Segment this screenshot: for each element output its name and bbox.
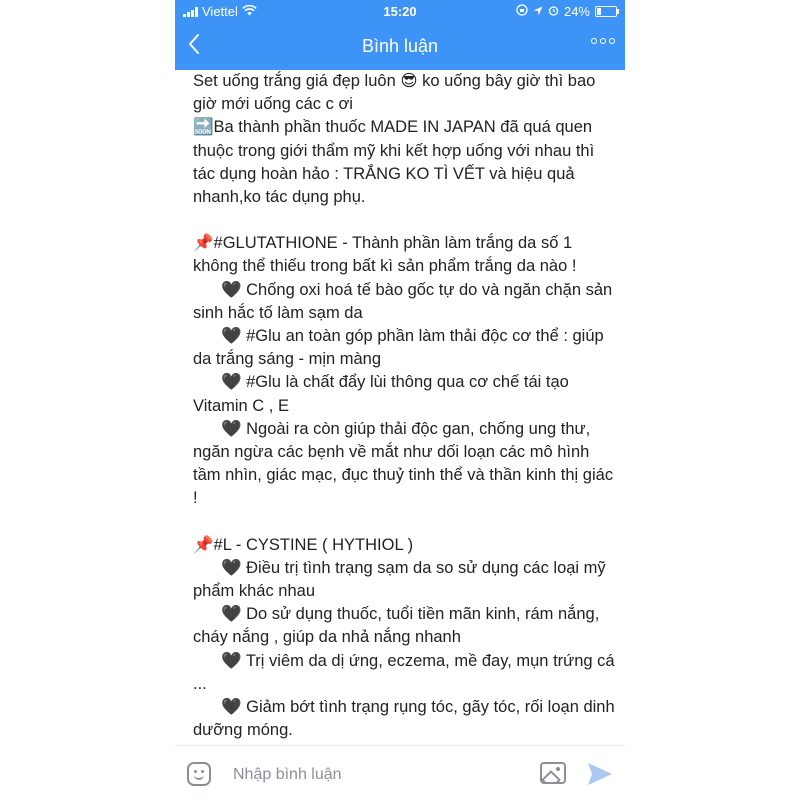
paragraph-gap: [193, 511, 618, 534]
comment-composer: [175, 745, 625, 800]
bullet-line: 🖤 Chống oxi hoá tế bào gốc tự do và ngăn chặn sản sinh hắc tố làm sạm da: [193, 280, 613, 322]
screen-lock-icon: [516, 4, 528, 19]
bullet-line: 🖤 Do sử dụng thuốc, tuổi tiền mãn kinh, rám nắng, cháy nắng , giúp da nhả nắng nhanh: [193, 605, 600, 647]
send-icon[interactable]: [587, 762, 613, 791]
nav-bar: [175, 24, 625, 70]
status-time: 15:20: [383, 4, 417, 19]
smiley-icon[interactable]: [187, 762, 211, 786]
more-dots-icon[interactable]: [591, 38, 615, 44]
status-right: [516, 4, 617, 19]
image-icon[interactable]: [540, 762, 566, 784]
page-title: Bình luận: [361, 36, 439, 56]
post-content: [193, 70, 618, 740]
bullet-line: 🖤 #Glu an toàn góp phần làm thải độc cơ thể : giúp da trắng sáng - mịn màng: [193, 327, 604, 369]
bullet-line: 🖤 Điều trị tình trạng sạm da so sử dụng các loại mỹ phẩm khác nhau: [193, 558, 606, 601]
bullet-line: 🖤 Trị viêm da dị ứng, eczema, mề đay, mụn trứng cá ...: [193, 651, 615, 693]
bullet-line: 🖤 #Glu là chất đẩy lùi thông qua cơ chế tái tạo Vitamin C , E: [193, 373, 569, 415]
post-line: 📌#GLUTATHIONE - Thành phần làm trắng da số 1 không thể thiếu trong bất kì sản phẩm trắng da nào !: [193, 234, 577, 276]
bullet-line: 🖤 Ngoài ra còn giúp thải độc gan, chống ung thư, ngăn ngừa các bẹnh về mắt như dối loạn các mô hình tầm nhìn, giác mạc, đục thuỷ tinh thể và thần kinh thị giác !: [193, 419, 614, 508]
phone-screen: [175, 0, 625, 800]
paragraph-gap: [193, 209, 618, 232]
battery-percent: 24%: [563, 4, 590, 19]
comment-input[interactable]: [231, 758, 515, 792]
post-line: Set uống trắng giá đẹp luôn 😎 ko uống bây giờ thì bao giờ mới uống các c ơi: [193, 72, 596, 114]
battery-icon: [595, 6, 617, 17]
location-icon: [533, 4, 543, 19]
status-bar: [175, 0, 625, 24]
post-line: 🔜Ba thành phần thuốc MADE IN JAPAN đã quá quen thuộc trong giới thẩm mỹ khi kết hợp uống với nhau thì tác dụng hoàn hảo : TRẮNG KO TÌ VẾT và hiệu quả nhanh,ko tác dụng phụ.: [193, 118, 595, 207]
bullet-line: 🖤 Giảm bớt tình trạng rụng tóc, gãy tóc, rối loạn dinh dưỡng móng.: [193, 698, 615, 740]
carrier-name: Viettel: [202, 4, 238, 19]
post-line: 📌#L - CYSTINE ( HYTHIOL ): [193, 535, 414, 554]
alarm-icon: [548, 4, 559, 19]
battery-fill: [597, 8, 601, 15]
